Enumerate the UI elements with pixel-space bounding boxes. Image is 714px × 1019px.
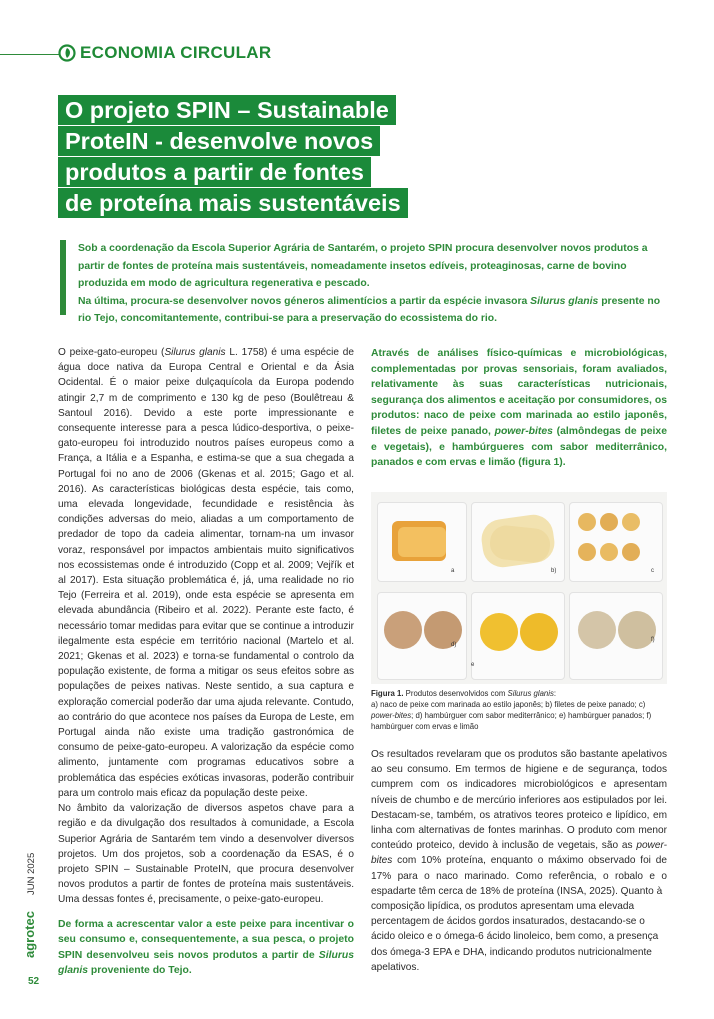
lead-bar [60,240,66,315]
text-run: ; d) hambúrguer com sabor mediterrânico; e) hambúrguer panados; f) hambúrguer com ervas e limão [371,711,652,731]
lead-species: Silurus glanis [530,295,599,307]
figure-caption [371,688,667,732]
product-photo [371,492,667,684]
body-paragraph: composição lipídica, os produtos apresentam uma elevada percentagem de ácidos gordos insaturados, destacando-se o ácido oleico e o ómega-6 ácido linoleico, bem como, a presença dos ómega-3 EPA e DHA, indicando produtos nutricionalmente apelativos. [371,901,659,973]
tray-c [569,502,663,582]
headline [58,95,478,219]
issue-date: JUN 2025 [26,852,37,895]
species-name: Silurus glanis [507,689,554,698]
magazine-logo: agrotec [22,911,37,958]
text-run: a) naco de peixe com marinada ao estilo japonês; b) filetes de peixe panado; c) [371,700,646,709]
section-title: ECONOMIA CIRCULAR [80,43,272,62]
headline-line: de proteína mais sustentáveis [58,188,408,218]
text-run: proveniente do Tejo. [88,965,192,977]
panel-label: f) [651,637,655,643]
body-paragraph [58,345,354,801]
headline-line: produtos a partir de fontes [58,157,371,187]
body-paragraph [371,747,667,899]
panel-label: c [651,568,654,574]
right-column [371,747,667,975]
headline-line: ProteIN - desenvolve novos [58,126,380,156]
tray-d [377,592,467,680]
page-number: 52 [28,976,40,987]
text-run: com 10% proteína, enquanto o máximo observado foi de 17% para o naco marinado. Como referência, o robalo e o espadarte têm cerca de 18% de proteína (INSA, 2025). Quanto à [371,855,667,897]
text-run: De forma a acrescentar valor a este peixe para incentivar o seu consumo e, consequentemente, a sua pesca, o projeto SPIN desenvolveu seis novos produtos a partir de [58,918,354,961]
text-run: Os resultados revelaram que os produtos são bastante apelativos ao seu consumo. Em termos de higiene e de segurança, todos cumprem com os indicadores microbiológicos e apresentam níveis de chumbo e de mercúrio inferiores aos estipulados por lei. Destacam-se, também, os atrativos teores proteico e lipídico, em linha com alternativas de fontes marinhas. O produto com menor conteúdo proteico, devido à inclusão de vegetais, são as [371,749,667,852]
lead-text-3: presente no rio Tejo, concomitantemente, contribui-se para a preservação do ecossistema do rio. [78,295,661,325]
section-rule [0,54,60,55]
left-column [58,345,354,979]
panel-label: d) [451,642,457,648]
lead-paragraph [66,240,676,328]
text-run: (almôndegas de peixe e vegetais), e hambúrgueres com sabor mediterrânico, panados e com ervas e limão (figura 1). [371,425,667,469]
panel-label: a [451,568,455,574]
product-name: power-bites [494,425,553,437]
tray-f [569,592,663,680]
caption-label: Figura 1. [371,689,404,698]
panel-label: e [471,662,475,668]
lead-text: Sob a coordenação da Escola Superior Agrária de Santarém, o projeto SPIN procura desenvolver novos produtos a partir de fontes de proteína mais sustentáveis, nomeadamente insetos edíveis, proteaginosas, carne de bovino produzida em modo de agricultura regenerativa e pescado. [78,243,648,290]
product-name: power-bites [371,840,667,867]
intro-paragraph [371,346,667,471]
leaf-circle-icon [58,44,76,62]
headline-line: O projeto SPIN – Sustainable [58,95,396,125]
text-run: O peixe-gato-europeu ( [58,347,165,358]
product-name: power-bites [371,711,412,720]
lead-text-2: Na última, procura-se desenvolver novos géneros alimentícios a partir da espécie invasora [78,295,531,307]
tray-e [471,592,565,680]
highlight-paragraph [58,917,354,979]
panel-label: b) [551,568,557,574]
body-paragraph: No âmbito da valorização de diversos aspetos chave para a região e da divulgação dos resultados à comunidade, a Escola Superior Agrária de Santarém tem vindo a desenvolver diversos projetos. Um dos projetos, sob a coordenação da ESAS, é o projeto SPIN – Sustainable ProteIN, que procura desenvolver novos produtos a partir de fontes de proteína mais sustentáveis. Uma dessas fontes é, precisamente, o peixe-gato-europeu. [58,803,354,906]
right-intro [371,346,667,471]
text-run: L. 1758) é uma espécie de água doce nativa da Europa Central e Oriental e da Ásia Ocidental. É o maior peixe dulçaquícola da Europa podendo atingir 2,7 m de comprimento e 130 kg de peso (Boulêtreau & Santoul 2016). Devido a este porte impressionante e consequente interesse para a pesca lúdico-desportiva, o peixe-gato-europeu foi introduzido noutros países europeus como a França, a Itália e a Espanha, e estima-se que a sua chegada a Portugal foi no ano de 2006 (Gkenas et al. 2015; Gago et al. 2016). As características biológicas desta espécie, tais como, uma elevada longevidade, fecundidade e resistência às condições adversas do meio, aliadas a um comportamento de predador de topo da cadeia alimentar, tornam-na um invasor voraz, responsável por impactos ambientais muito significativos nos ecossistemas onde é introduzido (Copp et al. 2009; Vejřík et al 2017). Esta situação problemática é, já, uma realidade no rio Tejo (Ferreira et al. 2019), onde esta espécie se apresenta em elevada abundância (Ribeiro et al. 2022). Perante este facto, é necessário tomar medidas para evitar que se continue a introduzir ilegalmente esta espécie em território nacional (Martelo et al. 2021; Gkenas et al. 2023) e torna-se fundamental o controlo da população existente, de forma a mitigar os seus efeitos sobre as populações de peixes nativas. Neste sentido, a sua captura e exploração comercial poderão dar uma ajuda relevante. Contudo, ao contrário do que acontece nos países da Europa de Leste, em Portugal ainda não existe uma tradição gastronómica de consumo de peixe-gato-europeu. A valorização da espécie como alimento, juntamente com programas educativos sobre a problemática das espécies exóticas invasoras, poderão contribuir para um controlo mais eficaz da população deste peixe. [58,347,355,799]
species-name: Silurus glanis [58,949,354,977]
text-run: Através de análises físico-químicas e microbiológicas, complementadas por provas sensoriais, foram avaliados, relativamente às suas características nutricionais, segurança dos alimentos e aceitação por consumidores, os produtos: naco de peixe com marinada ao estilo japonês, filetes de peixe panado, [371,348,667,437]
species-name: Silurus glanis [164,347,226,358]
text-run: : [553,689,557,698]
text-run: Produtos desenvolvidos com [403,689,508,698]
